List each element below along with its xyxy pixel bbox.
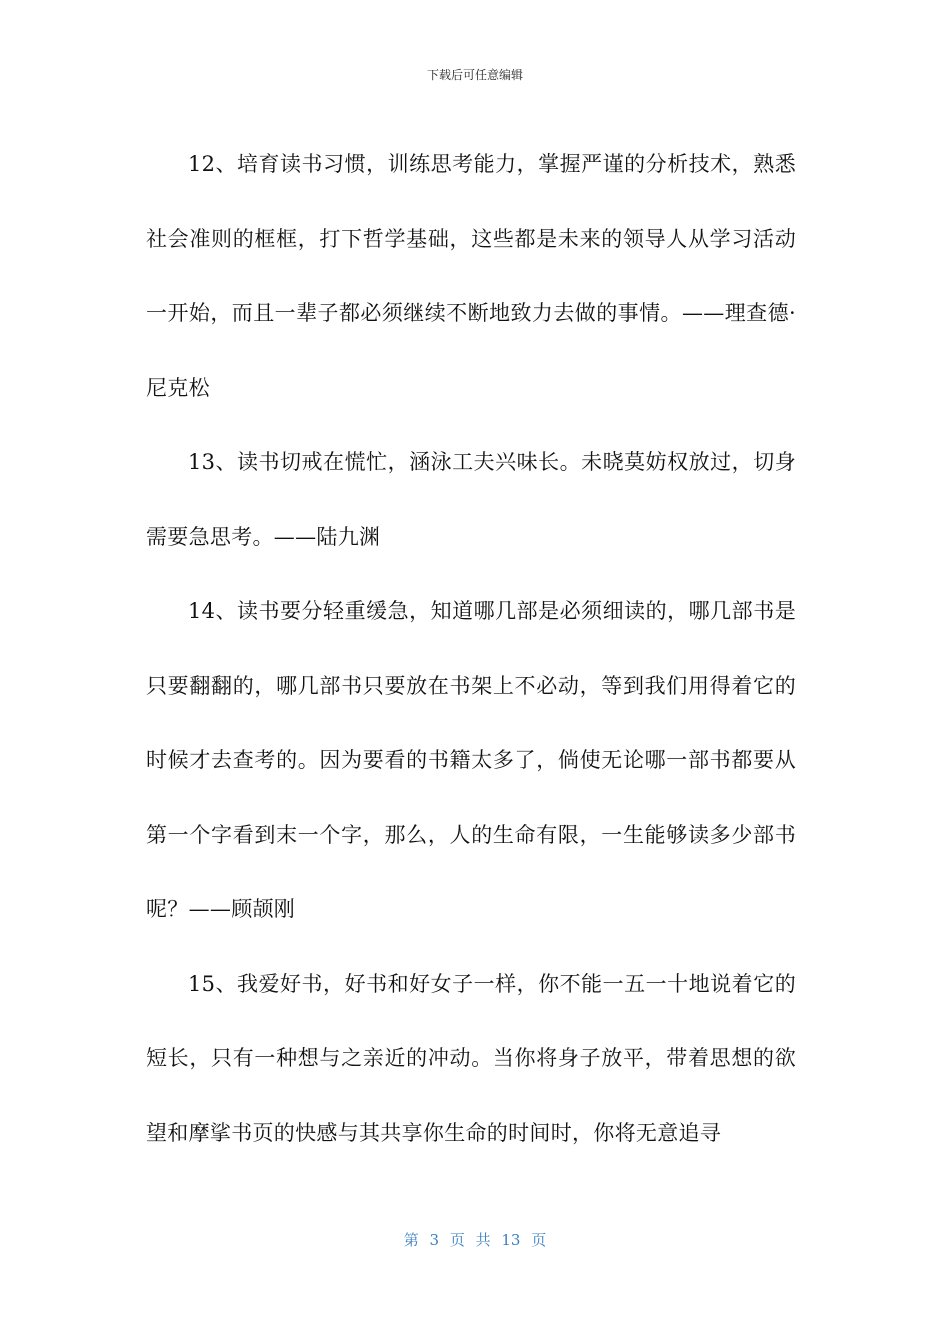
paragraph-14: 14、读书要分轻重缓急，知道哪几部是必须细读的，哪几部书是只要翻翻的，哪几部书只要放在书架上不必动，等到我们用得着它的时候才去查考的。因为要看的书籍太多了，倘使无论哪一部书都要从第一个字看到末一个字，那么，人的生命有限，一生能够读多少部书呢？——顾颉刚 [146,599,796,921]
footer-suffix: 页 [531,1231,547,1249]
paragraph-13: 13、读书切戒在慌忙，涵泳工夫兴味长。未晓莫妨权放过，切身需要急思考。——陆九渊 [146,450,796,549]
page-header-note: 下载后可任意编辑 [426,68,523,82]
paragraph-12: 12、培育读书习惯，训练思考能力，掌握严谨的分析技术，熟悉社会准则的框框，打下哲学基础，这些都是未来的领导人从学习活动一开始，而且一辈子都必须继续不断地致力去做的事情。——理查德·尼克松 [146,152,796,400]
footer-middle: 页 共 [449,1231,491,1249]
footer-prefix: 第 [403,1231,419,1249]
footer-total-pages: 13 [501,1231,521,1249]
page-footer [0,1230,950,1250]
document-body [146,127,796,1170]
paragraph-15: 15、我爱好书，好书和好女子一样，你不能一五一十地说着它的短长，只有一种想与之亲近的冲动。当你将身子放平，带着思想的欲望和摩挲书页的快感与其共享你生命的时间时，你将无意追寻 [146,971,796,1145]
footer-current-page: 3 [429,1231,440,1249]
